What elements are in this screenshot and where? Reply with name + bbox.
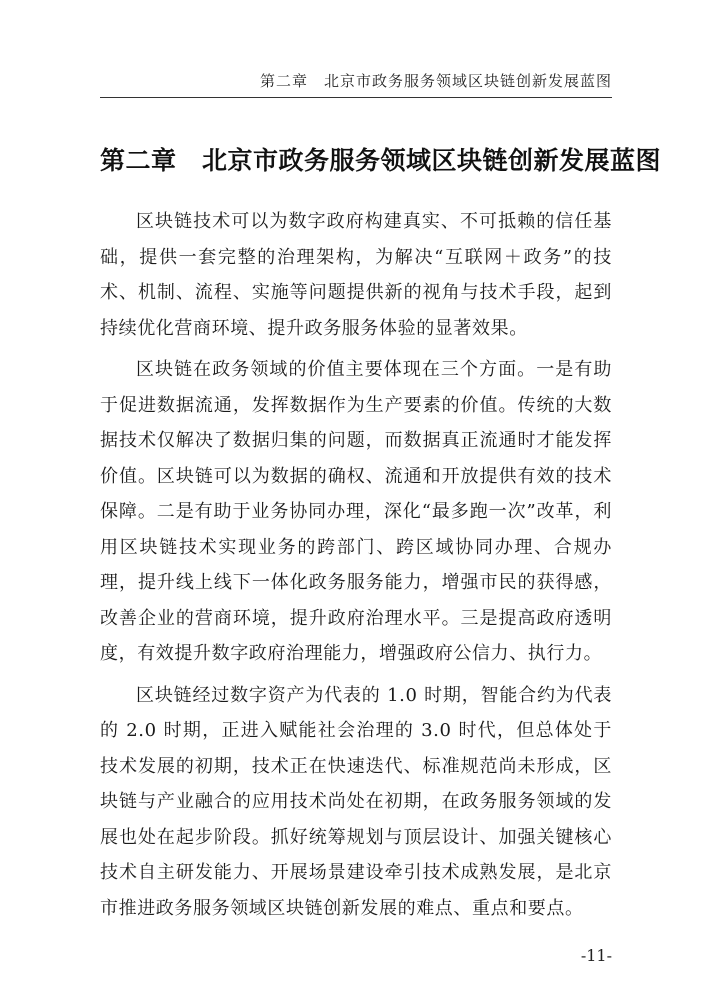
paragraph: 区块链经过数字资产为代表的 1.0 时期，智能合约为代表的 2.0 时期，正进入赋能社会治理的 3.0 时代，但总体处于技术发展的初期，技术正在快速迭代、标准规范尚未形成，区块链与产业融合的应用技术尚处在初期，在政务服务领域的发展也处在起步阶段。抓好统筹规划与顶层设计、加强关键核心技术自主研发能力、开展场景建设牵引技术成熟发展，是北京市推进政务服务领域区块链创新发展的难点、重点和要点。 — [100, 684, 612, 919]
body-text — [100, 204, 612, 932]
paragraph: 区块链在政务领域的价值主要体现在三个方面。一是有助于促进数据流通，发挥数据作为生产要素的价值。传统的大数据技术仅解决了数据归集的问题，而数据真正流通时才能发挥价值。区块链可以为数据的确权、流通和开放提供有效的技术保障。二是有助于业务协同办理，深化“最多跑一次”改革，利用区块链技术实现业务的跨部门、跨区域协同办理、合规办理，提升线上线下一体化政务服务能力，增强市民的获得感，改善企业的营商环境，提升政府治理水平。三是提高政府透明度，有效提升数字政府治理能力，增强政府公信力、执行力。 — [100, 359, 612, 664]
chapter-title: 第二章 北京市政务服务领域区块链创新发展蓝图 — [100, 146, 662, 175]
running-header: 第二章 北京市政务服务领域区块链创新发展蓝图 — [259, 72, 612, 90]
header-rule — [100, 97, 612, 98]
paragraph: 区块链技术可以为数字政府构建真实、不可抵赖的信任基础，提供一套完整的治理架构，为解决“互联网＋政务”的技术、机制、流程、实施等问题提供新的视角与技术手段，起到持续优化营商环境、提升政务服务体验的显著效果。 — [100, 211, 612, 339]
page-number: -11- — [580, 946, 612, 965]
